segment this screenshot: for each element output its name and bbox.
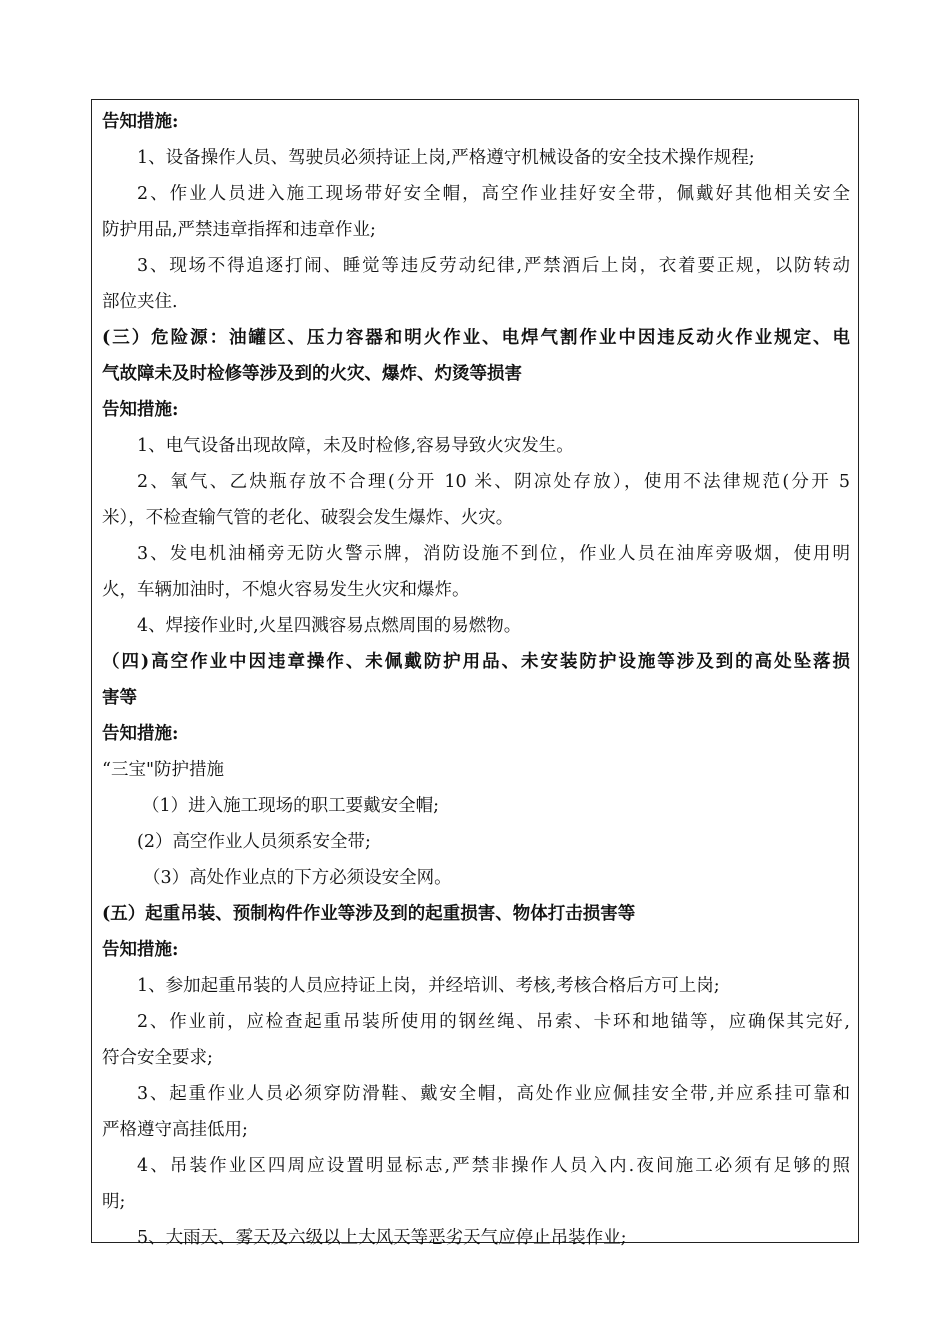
measure-item: 1、参加起重吊装的人员应持证上岗，并经培训、考核,考核合格后方可上岗;: [137, 976, 720, 996]
measure-item: 2、作业前，应检查起重吊装所使用的钢丝绳、吊索、卡环和地锚等，应确保其完好,: [137, 1012, 850, 1032]
measure-item-continuation: 米），不检查输气管的老化、破裂会发生爆炸、火灾。: [102, 508, 514, 528]
measure-item: 1、设备操作人员、驾驶员必须持证上岗,严格遵守机械设备的安全技术操作规程;: [137, 148, 755, 168]
notice-heading: 告知措施:: [102, 112, 179, 132]
hazard-heading: （四)高空作业中因违章操作、未佩戴防护用品、未安装防护设施等涉及到的高处坠落损: [102, 652, 850, 672]
measure-item: （1）进入施工现场的职工要戴安全帽;: [142, 796, 440, 816]
measure-item-continuation: 明;: [102, 1192, 126, 1212]
measure-item: 5、大雨天、雾天及六级以上大风天等恶劣天气应停止吊装作业;: [137, 1228, 627, 1248]
measure-item-continuation: 符合安全要求;: [102, 1048, 213, 1068]
measure-item: （3）高处作业点的下方必须设安全网。: [143, 868, 452, 888]
measure-item: 4、吊装作业区四周应设置明显标志,严禁非操作人员入内.夜间施工必须有足够的照: [137, 1156, 850, 1176]
hazard-heading: (三）危险源：油罐区、压力容器和明火作业、电焊气割作业中因违反动火作业规定、电: [102, 328, 850, 348]
hazard-heading-continuation: 气故障未及时检修等涉及到的火灾、爆炸、灼烫等损害: [102, 364, 522, 384]
measure-item: 1、电气设备出现故障，未及时检修,容易导致火灾发生。: [137, 436, 574, 456]
measure-item: 3、起重作业人员必须穿防滑鞋、戴安全帽，高处作业应佩挂安全带,并应系挂可靠和: [137, 1084, 850, 1104]
measure-item-continuation: 防护用品,严禁违章指挥和违章作业;: [102, 220, 376, 240]
notice-heading: 告知措施:: [102, 940, 179, 960]
hazard-heading: (五）起重吊装、预制构件作业等涉及到的起重损害、物体打击损害等: [102, 904, 636, 924]
measure-item: (2）高空作业人员须系安全带;: [137, 832, 371, 852]
measure-item: 3、发电机油桶旁无防火警示牌，消防设施不到位，作业人员在油库旁吸烟，使用明: [137, 544, 850, 564]
notice-table-cell: [91, 99, 859, 1248]
measure-item: 3、现场不得追逐打闹、睡觉等违反劳动纪律,严禁酒后上岗，衣着要正规，以防转动: [137, 256, 850, 276]
three-treasures-title: “三宝"防护措施: [102, 760, 224, 780]
measure-item: 2、氧气、乙炔瓶存放不合理(分开 10 米、阴凉处存放），使用不法律规范(分开 5: [137, 472, 850, 492]
hazard-heading-continuation: 害等: [102, 688, 137, 708]
notice-heading: 告知措施:: [102, 400, 179, 420]
measure-item: 2、作业人员进入施工现场带好安全帽，高空作业挂好安全带，佩戴好其他相关安全: [137, 184, 850, 204]
measure-item-continuation: 火，车辆加油时，不熄火容易发生火灾和爆炸。: [102, 580, 470, 600]
measure-item-continuation: 部位夹住.: [102, 292, 178, 312]
measure-item: 4、焊接作业时,火星四溅容易点燃周围的易燃物。: [137, 616, 522, 636]
notice-heading: 告知措施:: [102, 724, 179, 744]
measure-item-continuation: 严格遵守高挂低用;: [102, 1120, 248, 1140]
